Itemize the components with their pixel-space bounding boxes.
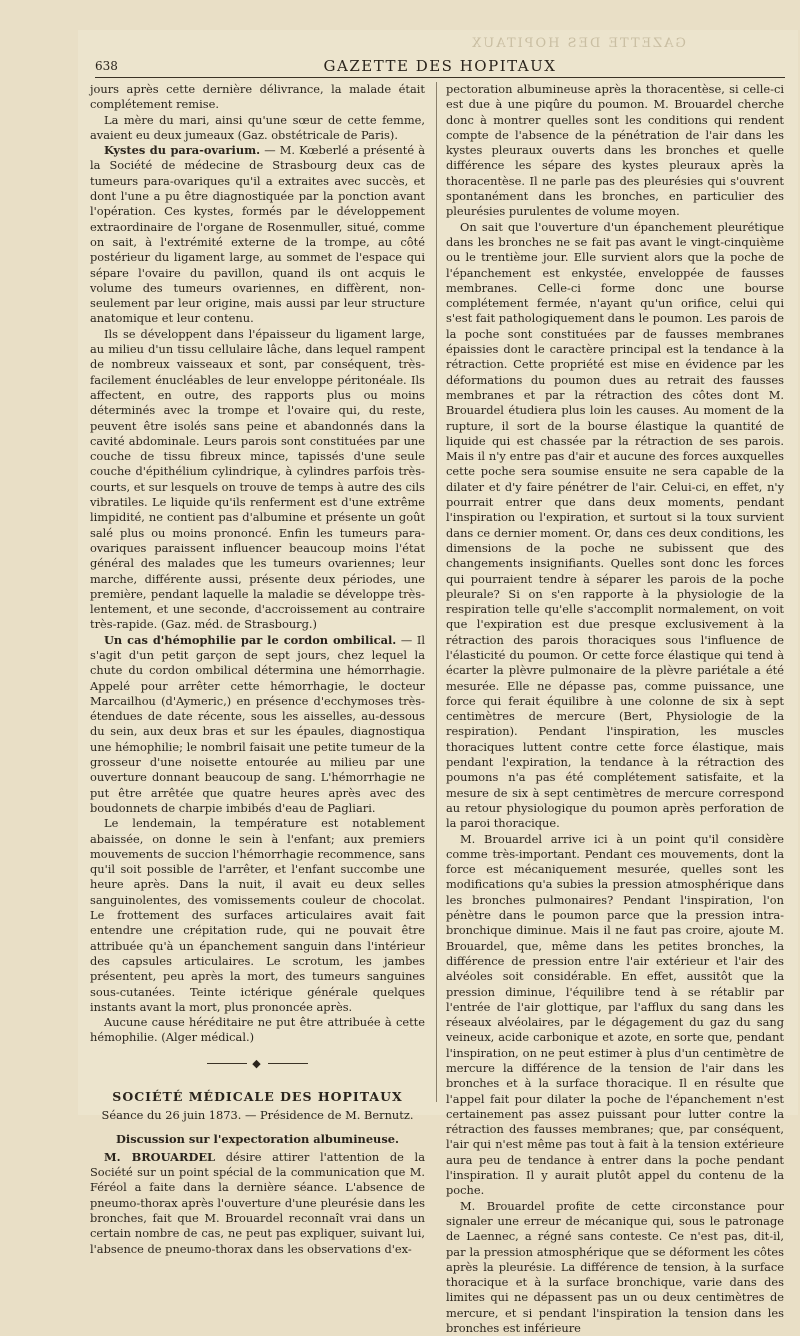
show-through-text: GAZETTE DES HOPITAUX	[470, 36, 686, 51]
paragraph: La mère du mari, ainsi qu'une sœur de cette femme, avaient eu deux jumeaux (Gaz. obstétricale de Paris).	[90, 112, 425, 142]
meeting-line: Séance du 26 juin 1873. — Présidence de M. Bernutz.	[101, 1108, 414, 1123]
paragraph: M. Brouardel profite de cette circonstance pour signaler une erreur de mécanique qui, sous le patronage de Laennec, a régné sans conteste. Ce n'est pas, dit-il, par la pression atmosphérique que se déforment les côtes après la pleurésie. La différence de tension, à la surface thoracique et à la surface bronchique, varie dans des limites qui ne dépassent pas un ou deux centimètres de mercure, et si pendant l'inspiration la tension dans les bronches est inférieure	[446, 1198, 784, 1336]
article-body: — Il s'agit d'un petit garçon de sept jours, chez lequel la chute du cordon ombilical détermina une hémorrhagie. Appelé pour arrêter cette hémorrhagie, le docteur Marcailhou (d'Aymeric,) en présence d'ecchymoses très-étendues de date récente, sous les aisselles, au-dessous du sein, aux deux bras et sur les épaules, diagnostiqua une hémophilie; le nombril faisait une petite tumeur de la grosseur d'une noisette entourée au milieu par une ouverture donnant beaucoup de sang. L'hémorrhagie ne put être arrêtée que quatre heures après avec des boudonnets de charpie imbibés d'eau de Pagliari.	[90, 632, 425, 815]
column-divider	[436, 82, 437, 1102]
paragraph	[90, 1150, 425, 1257]
section-title: Un cas d'hémophilie par le cordon ombilical.	[104, 632, 397, 647]
paragraph: M. Brouardel arrive ici à un point qu'il considère comme très-important. Pendant ces mouvements, dont la force est mécaniquement mesurée, quelles sont les modifications qu'a subies la pression atmosphérique dans les bronches pulmonaires? Pendant l'inspiration, l'on pénètre dans le poumon parce que la pression intra-bronchique diminue. Mais il ne faut pas croire, ajoute M. Brouardel, que, même dans les petites bronches, la différence de pression entre l'air extérieur et l'air des alvéoles soit considérable. En effet, aussitôt que la pression diminue, l'équilibre tend à se rétablir par l'entrée de l'air glottique, par l'afflux du sang dans les réseaux alvéolaires, par le dégagement du gaz du sang veineux, acide carbonique et azote, en sorte que, pendant l'inspiration, on ne peut estimer à plus d'un centimètre de mercure la différence de la tension de l'air dans les bronches et à la surface thoracique. Il en résulte que l'appel fait pour dilater la poche de l'épanchement n'est certainement pas assez puissant pour lutter contre la rétraction des fausses membranes; que, par conséquent, l'air qui n'est même pas tout à fait à la tension extérieure aura peu de tendance à entrer dans la poche pendant l'inspiration. Il y aurait plutôt appel du contenu de la poche.	[446, 831, 784, 1198]
running-header	[95, 55, 785, 78]
right-column	[446, 82, 784, 1336]
article-body: — M. Kœberlé a présenté à la Société de médecine de Strasbourg deux cas de tumeurs para-ovariques qu'il a extraites avec succès, et dont l'une a pu être diagnostiquée par la ponction avant l'opération. Ces kystes, formés par le développement extraordinaire de l'organe de Rosenmuller, situé, comme on sait, à l'extrémité externe de la trompe, au côté postérieur du ligament large, au sommet de l'espace qui sépare l'ovaire du pavillon, quand ils ont acquis le volume des tumeurs ovariennes, en diffèrent, non-seulement par leur origine, mais aussi par leur structure anatomique et leur contenu.	[90, 143, 425, 326]
paragraph: Ils se développent dans l'épaisseur du ligament large, au milieu d'un tissu cellulaire lâche, dans lequel rampent de nombreux vaisseaux et sont, par conséquent, très-facilement énucléables de leur enveloppe péritonéale. Ils affectent, en outre, des rapports plus ou moins déterminés avec la trompe et l'ovaire qui, du reste, peuvent être isolés sans peine et abandonnés dans la cavité abdominale. Leurs parois sont constituées par une couche de tissu fibreux mince, tapissés d'une seule couche d'épithélium cylindrique, à cylindres parfois très-courts, et sur lesquels on trouve de temps à autre des cils vibratiles. Le liquide qu'ils renferment est d'une extrême limpidité, ne contient pas d'albumine et présente un goût salé plus ou moins prononcé. Enfin les tumeurs para-ovariques paraissent influencer beaucoup moins l'état général des malades que les tumeurs ovariennes; leur marche, différente aussi, présente deux périodes, une première, pendant laquelle la maladie se développe très-lentement, et une seconde, d'accroissement au contraire très-rapide. (Gaz. méd. de Strasbourg.)	[90, 326, 425, 632]
left-column	[90, 82, 425, 1256]
page-number: 638	[95, 59, 118, 73]
paragraph: pectoration albumineuse après la thoracentèse, si celle-ci est due à une piqûre du poumon. M. Brouardel cherche donc à montrer quelles sont les conditions qui rendent compte de l'absence de la pénétration de l'air dans les kystes pleuraux ouverts dans les bronches et quelle différence les sépare des kystes pleuraux après la thoracentèse. Il ne parle pas des pleurésies qui s'ouvrent spontanément dans les bronches, en particulier des pleurésies purulentes de volume moyen.	[446, 82, 784, 219]
paragraph: Aucune cause héréditaire ne put être attribuée à cette hémophilie. (Alger médical.)	[90, 1015, 425, 1045]
paragraph: jours après cette dernière délivrance, la malade était complétement remise.	[90, 82, 425, 112]
section-title: Kystes du para-ovarium.	[104, 143, 261, 158]
article-hemophilie	[90, 633, 425, 817]
ornament-divider: ◆	[90, 1056, 425, 1071]
paragraph: Le lendemain, la température est notablement abaissée, on donne le sein à l'enfant; aux premiers mouvements de succion l'hémorrhagie recommence, sans qu'il soit possible de l'arrêter, et l'enfant succombe une heure après. Dans la nuit, il avait eu deux selles sanguinolentes, des vomissements couleur de chocolat. Le frottement des surfaces articulaires avait fait entendre une crépitation rude, qui ne pouvait être attribuée qu'à un épanchement sanguin dans l'intérieur des capsules articulaires. Le scrotum, les jambes présentent, peu après la mort, des tumeurs sanguines sous-cutanées. Teinte ictérique générale quelques instants avant la mort, plus prononcée après.	[90, 816, 425, 1014]
article-kystes	[90, 143, 425, 327]
speaker-name: M. BROUARDEL	[104, 1149, 216, 1164]
speaker-text: désire attirer l'attention de la Société sur un point spécial de la communication que M. Féréol a faite dans la dernière séance. L'absence de pneumo-thorax après l'ouverture d'une pleurésie dans les bronches, fait que M. Brouardel reconnaît vrai dans un certain nombre de cas, ne peut pas expliquer, suivant lui, l'absence de pneumo-thorax dans les observations d'ex-	[90, 1149, 425, 1256]
journal-title: GAZETTE DES HOPITAUX	[323, 57, 557, 75]
discussion-heading: Discussion sur l'expectoration albumineuse.	[116, 1131, 399, 1146]
paragraph: On sait que l'ouverture d'un épanchement pleurétique dans les bronches ne se fait pas avant le vingt-cinquième ou le trentième jour. Elle survient alors que la poche de l'épanchement est enkystée, enveloppée de fausses membranes. Celle-ci forme donc une bourse complétement fermée, n'ayant qu'un orifice, celui qui s'est fait pathologiquement dans le poumon. Les parois de la poche sont constituées par de fausses membranes épaissies dont le caractère principal est la tendance à la rétraction. Cette propriété est mise en évidence par les déformations du poumon dues au retrait des fausses membranes et par la rétraction des côtes dont M. Brouardel étudiera plus loin les causes. Au moment de la rupture, il sort de la bourse élastique la quantité de liquide qui est chassée par la rétraction de ses parois. Mais il n'y entre pas d'air et aucune des forces auxquelles cette poche sera soumise ensuite ne sera capable de la dilater et d'y faire pénétrer de l'air. Celui-ci, en effet, n'y pourrait entrer que dans deux moments, pendant l'inspiration ou l'expiration, et surtout si la toux survient dans ce dernier moment. Or, dans ces deux conditions, les dimensions de la poche ne subissent que des changements insignifiants. Quelles sont donc les forces qui pourraient tendre à séparer les parois de la poche pleurale? Si on s'en rapporte à la physiologie de la respiration telle qu'elle s'accomplit normalement, on voit que l'expiration est due presque exclusivement à la rétraction des parois thoraciques sous l'influence de l'élasticité du poumon. Or cette force élastique qui tend à écarter la plèvre pulmonaire de la plèvre pariétale a été mesurée. Elle ne dépasse pas, comme puissance, une force qui ferait équilibre à une colonne de six à sept centimètres de mercure (Bert, Physiologie de la respiration). Pendant l'inspiration, les muscles thoraciques luttent contre cette force élastique, mais pendant l'expiration, la tendance à la rétraction des poumons n'a pas été complétement satisfaite, et la mesure de six à sept centimètres de mercure correspond au retour physiologique du poumon après perforation de la paroi thoracique.	[446, 219, 784, 831]
society-heading: SOCIÉTÉ MÉDICALE DES HOPITAUX	[112, 1089, 403, 1104]
